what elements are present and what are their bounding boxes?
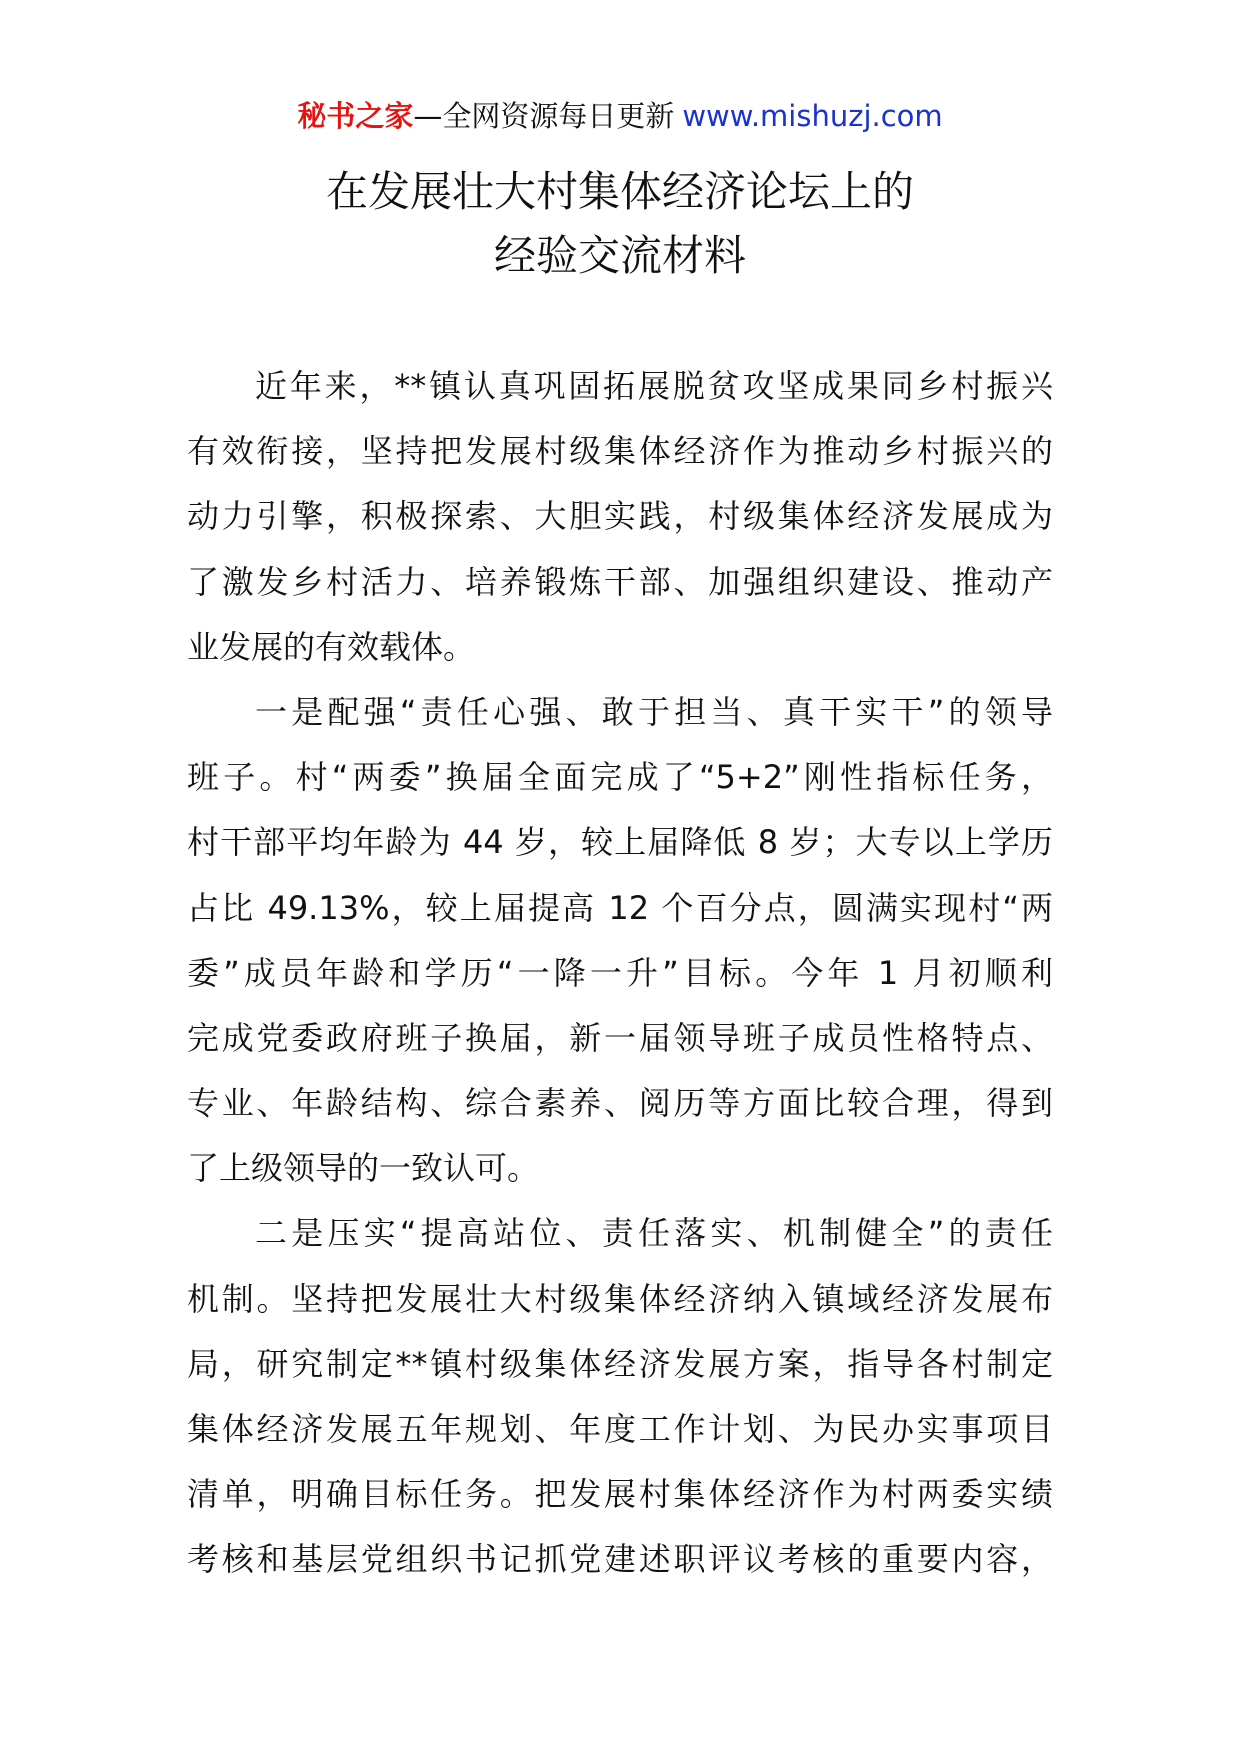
document-title [0,160,1240,288]
title-line-1: 在发展壮大村集体经济论坛上的 [325,167,914,216]
paragraph-line: 专业、年龄结构、综合素养、阅历等方面比较合理，得到 [187,1084,1053,1123]
title-line-2: 经验交流材料 [493,231,746,280]
site-brand: 秘书之家 [297,99,414,133]
site-url-link[interactable]: www.mishuzj.com [682,99,943,133]
paragraph-line: 占比 49.13%，较上届提高 12 个百分点，圆满实现村“两 [187,888,1053,927]
paragraph-line: 一是配强“责任心强、敢于担当、真干实干”的领导 [255,692,1053,731]
paragraph-line: 业发展的有效载体。 [187,627,476,666]
paragraph-line: 了上级领导的一致认可。 [187,1149,540,1188]
paragraph-line: 机制。坚持把发展壮大村级集体经济纳入镇域经济发展布 [187,1279,1053,1318]
paragraph-line: 了激发乡村活力、培养锻炼干部、加强组织建设、推动产 [187,562,1053,601]
paragraph-line: 考核和基层党组织书记抓党建述职评议考核的重要内容， [187,1540,1053,1579]
paragraph-line: 委”成员年龄和学历“一降一升”目标。今年 1 月初顺利 [187,953,1053,992]
paragraph-line: 近年来，**镇认真巩固拓展脱贫攻坚成果同乡村振兴 [255,367,1053,405]
paragraph-line: 班子。村“两委”换届全面完成了“5+2”刚性指标任务， [187,758,1053,797]
paragraph-line: 二是压实“提高站位、责任落实、机制健全”的责任 [255,1214,1053,1253]
paragraph-line: 清单，明确目标任务。把发展村集体经济作为村两委实绩 [187,1475,1053,1514]
paragraph-line: 动力引擎，积极探索、大胆实践，村级集体经济发展成为 [187,497,1053,536]
paragraph-line: 完成党委政府班子换届，新一届领导班子成员性格特点、 [187,1018,1053,1057]
paragraph-line: 有效衔接，坚持把发展村级集体经济作为推动乡村振兴的 [187,432,1053,471]
site-slogan: —全网资源每日更新 [413,99,675,133]
paragraph-line: 村干部平均年龄为 44 岁，较上届降低 8 岁；大专以上学历 [187,823,1053,862]
paragraph-line: 集体经济发展五年规划、年度工作计划、为民办实事项目 [187,1410,1053,1448]
site-header [0,96,1240,136]
paragraph-line: 局，研究制定**镇村级集体经济发展方案，指导各村制定 [187,1344,1053,1383]
document-body [187,354,1053,1593]
